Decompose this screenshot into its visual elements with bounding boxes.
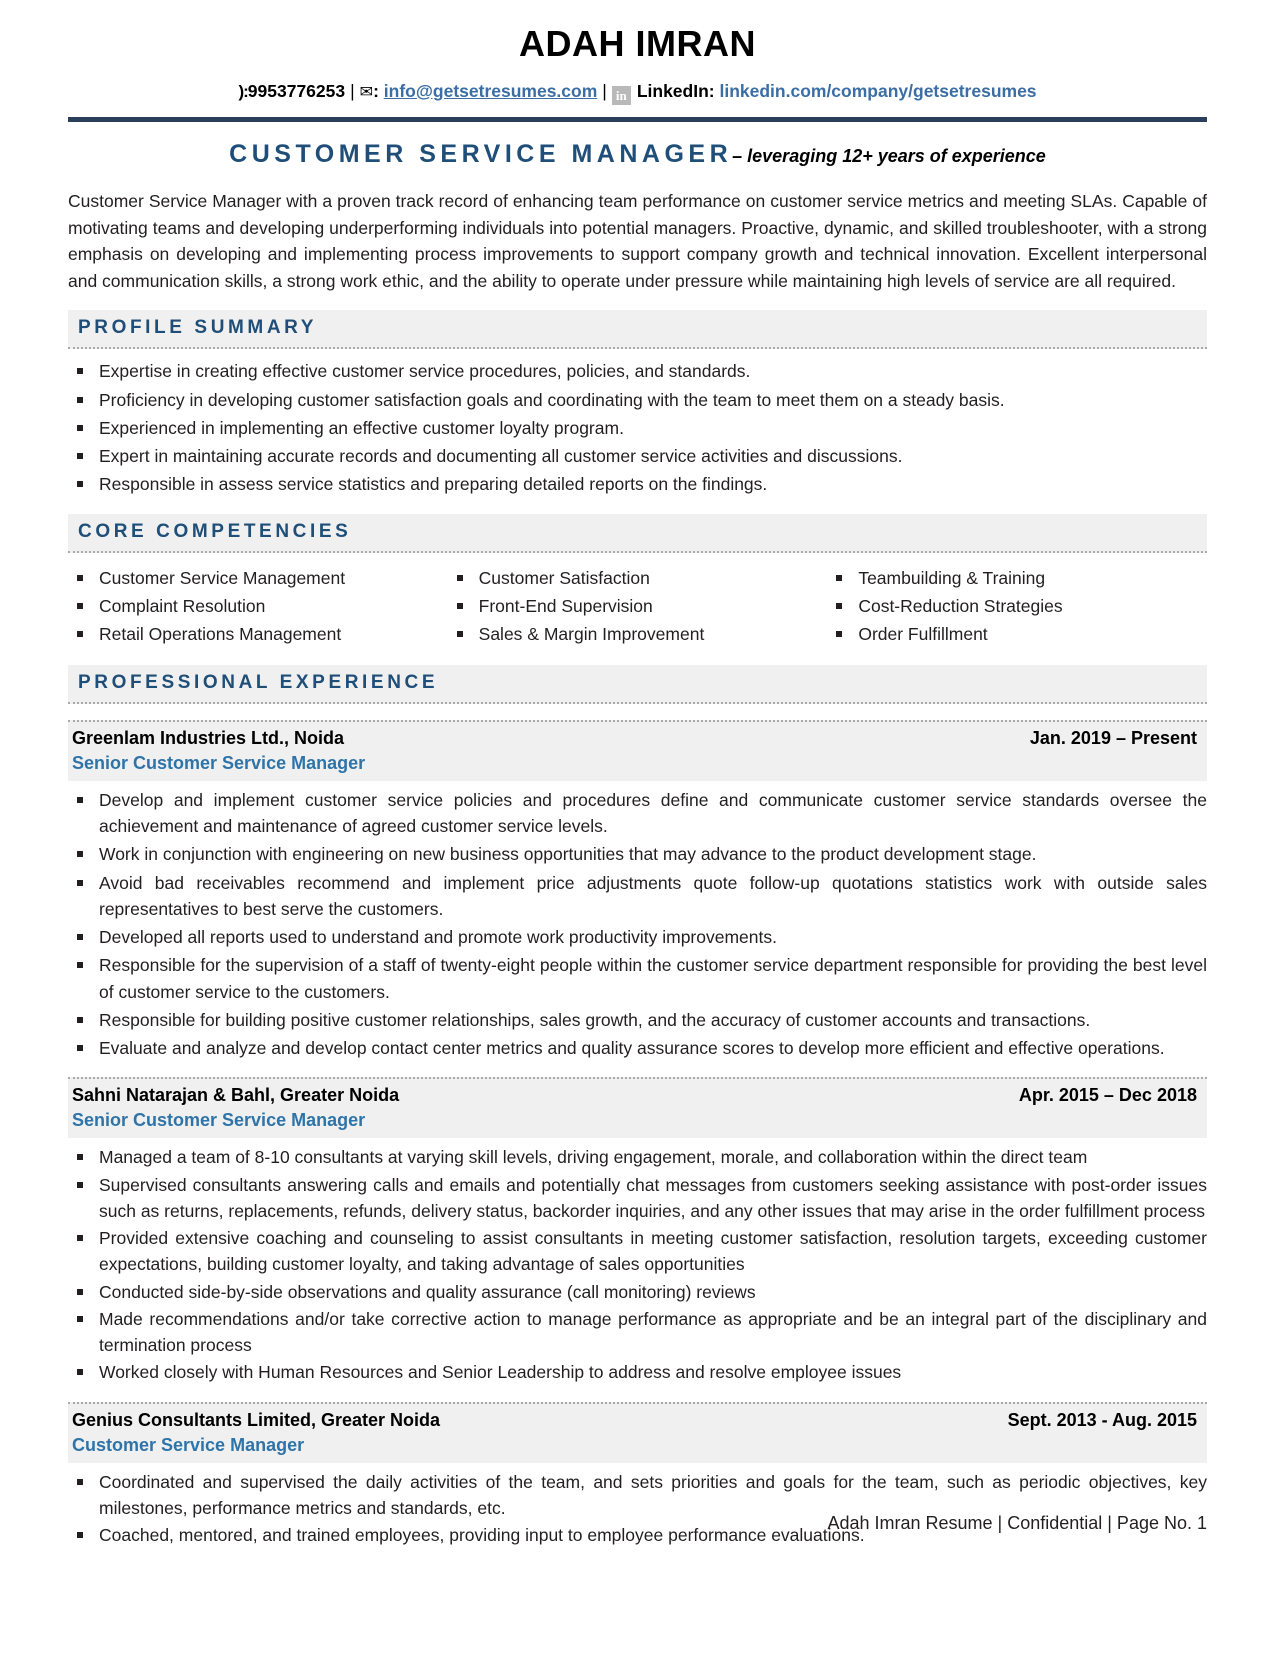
list-item: Developed all reports used to understand and promote work productivity improvements. bbox=[68, 924, 1207, 950]
professional-summary-paragraph: Customer Service Manager with a proven track record of enhancing team performance on customer service metrics and meeting SLAs. Capable of motivating teams and developing underperforming individuals into potential managers. Proactive, dynamic, and skilled troubleshooter, with a strong emphasis on developing and implementing process improvements to support company growth and technical innovation. Excellent interpersonal and communication skills, a strong work ethic, and the ability to operate under pressure while maintaining high levels of service are all required. bbox=[68, 191, 1207, 291]
phone-number: 9953776253 bbox=[247, 80, 346, 101]
experience-entry-header bbox=[68, 1402, 1207, 1435]
headline bbox=[68, 141, 1207, 169]
employer-name: Genius Consultants Limited, Greater Noida bbox=[72, 1409, 441, 1430]
list-item: Proficiency in developing customer satisfaction goals and coordinating with the team to meet them on a steady basis. bbox=[68, 387, 1207, 413]
list-item: Experienced in implementing an effective customer loyalty program. bbox=[68, 415, 1207, 441]
competency-item: Complaint Resolution bbox=[68, 592, 448, 620]
experience-entry-header bbox=[68, 720, 1207, 753]
employment-dates: Apr. 2015 – Dec 2018 bbox=[1018, 1085, 1197, 1106]
envelope-icon: ✉ bbox=[359, 83, 374, 101]
competency-item: Front-End Supervision bbox=[448, 592, 828, 620]
job-title: Senior Customer Service Manager bbox=[68, 753, 1207, 781]
list-item: Worked closely with Human Resources and Senior Leadership to address and resolve employee issues bbox=[68, 1359, 1207, 1385]
list-item: Coached, mentored, and trained employees, providing input to employee performance evaluations. bbox=[68, 1522, 1207, 1548]
profile-summary-list bbox=[68, 358, 1207, 497]
email-colon: : bbox=[373, 80, 384, 101]
resume-page bbox=[0, 24, 1275, 1674]
header-divider-rule bbox=[68, 117, 1207, 122]
list-item: Responsible for the supervision of a staff of twenty-eight people within the customer service department responsible for providing the best level of customer service to the customers. bbox=[68, 952, 1207, 1005]
contact-separator-1: | bbox=[350, 80, 355, 101]
candidate-name: ADAH IMRAN bbox=[519, 23, 756, 64]
section-heading-core-competencies: CORE COMPETENCIES bbox=[68, 514, 1207, 553]
competency-item: Cost-Reduction Strategies bbox=[827, 592, 1207, 620]
experience-bullet-list bbox=[68, 1144, 1207, 1385]
list-item: Develop and implement customer service policies and procedures define and communicate customer service standards oversee the achievement and maintenance of agreed customer service levels. bbox=[68, 787, 1207, 840]
list-item: Work in conjunction with engineering on new business opportunities that may advance to the product development stage. bbox=[68, 841, 1207, 867]
contact-line bbox=[68, 80, 1207, 105]
competency-item: Order Fulfillment bbox=[827, 620, 1207, 648]
list-item: Conducted side-by-side observations and quality assurance (call monitoring) reviews bbox=[68, 1279, 1207, 1305]
competency-item: Sales & Margin Improvement bbox=[448, 620, 828, 648]
competency-item: Teambuilding & Training bbox=[827, 564, 1207, 592]
experience-entry bbox=[68, 720, 1207, 1062]
list-item: Managed a team of 8-10 consultants at varying skill levels, driving engagement, morale, and collaboration within the direct team bbox=[68, 1144, 1207, 1170]
headline-tagline: – leveraging 12+ years of experience bbox=[732, 145, 1046, 166]
list-item: Avoid bad receivables recommend and implement price adjustments quote follow-up quotations statistics work with outside sales representatives to best serve the customers. bbox=[68, 870, 1207, 923]
employer-name: Sahni Natarajan & Bahl, Greater Noida bbox=[72, 1085, 400, 1106]
linkedin-label: LinkedIn: bbox=[636, 80, 715, 101]
job-title: Senior Customer Service Manager bbox=[68, 1110, 1207, 1138]
linkedin-link[interactable]: linkedin.com/company/getsetresumes bbox=[719, 80, 1037, 101]
section-heading-professional-experience: PROFESSIONAL EXPERIENCE bbox=[68, 665, 1207, 704]
competency-item: Customer Service Management bbox=[68, 564, 448, 592]
list-item: Made recommendations and/or take corrective action to manage performance as appropriate and be an integral part of the disciplinary and termination process bbox=[68, 1306, 1207, 1359]
employer-name: Greenlam Industries Ltd., Noida bbox=[72, 727, 345, 748]
competency-item: Retail Operations Management bbox=[68, 620, 448, 648]
experience-bullet-list bbox=[68, 1469, 1207, 1549]
competency-item: Customer Satisfaction bbox=[448, 564, 828, 592]
employment-dates: Sept. 2013 - Aug. 2015 bbox=[1007, 1409, 1197, 1430]
job-title: Customer Service Manager bbox=[68, 1435, 1207, 1463]
email-link[interactable]: info@getsetresumes.com bbox=[383, 80, 598, 101]
core-competencies-grid bbox=[68, 564, 1207, 649]
phone-icon: ): bbox=[238, 81, 248, 101]
contact-separator-2: | bbox=[602, 80, 607, 101]
list-item: Expertise in creating effective customer service procedures, policies, and standards. bbox=[68, 358, 1207, 384]
list-item: Evaluate and analyze and develop contact center metrics and quality assurance scores to develop more efficient and effective operations. bbox=[68, 1035, 1207, 1061]
page-footer: Adah Imran Resume | Confidential | Page No. 1 bbox=[827, 1513, 1207, 1533]
experience-bullet-list bbox=[68, 787, 1207, 1062]
list-item: Expert in maintaining accurate records and documenting all customer service activities and discussions. bbox=[68, 443, 1207, 469]
experience-entry bbox=[68, 1077, 1207, 1385]
linkedin-icon: in bbox=[612, 86, 631, 105]
list-item: Provided extensive coaching and counseling to assist consultants in meeting customer satisfaction, resolution targets, exceeding customer expectations, building customer loyalty, and taking advantage of sales opportunities bbox=[68, 1225, 1207, 1278]
list-item: Coordinated and supervised the daily activities of the team, and sets priorities and goals for the team, such as periodic objectives, key milestones, performance metrics and standards, etc. bbox=[68, 1469, 1207, 1522]
list-item: Responsible for building positive customer relationships, sales growth, and the accuracy of customer accounts and transactions. bbox=[68, 1007, 1207, 1033]
employment-dates: Jan. 2019 – Present bbox=[1029, 727, 1197, 748]
experience-entry-header bbox=[68, 1077, 1207, 1110]
list-item: Supervised consultants answering calls and emails and potentially chat messages from customers seeking assistance with post-order issues such as returns, replacements, refunds, delivery status, backorder inquiries, and any other issues that may arise in the order fulfillment process bbox=[68, 1172, 1207, 1225]
section-heading-profile-summary: PROFILE SUMMARY bbox=[68, 310, 1207, 349]
list-item: Responsible in assess service statistics and preparing detailed reports on the findings. bbox=[68, 471, 1207, 497]
target-role: CUSTOMER SERVICE MANAGER bbox=[229, 139, 733, 168]
